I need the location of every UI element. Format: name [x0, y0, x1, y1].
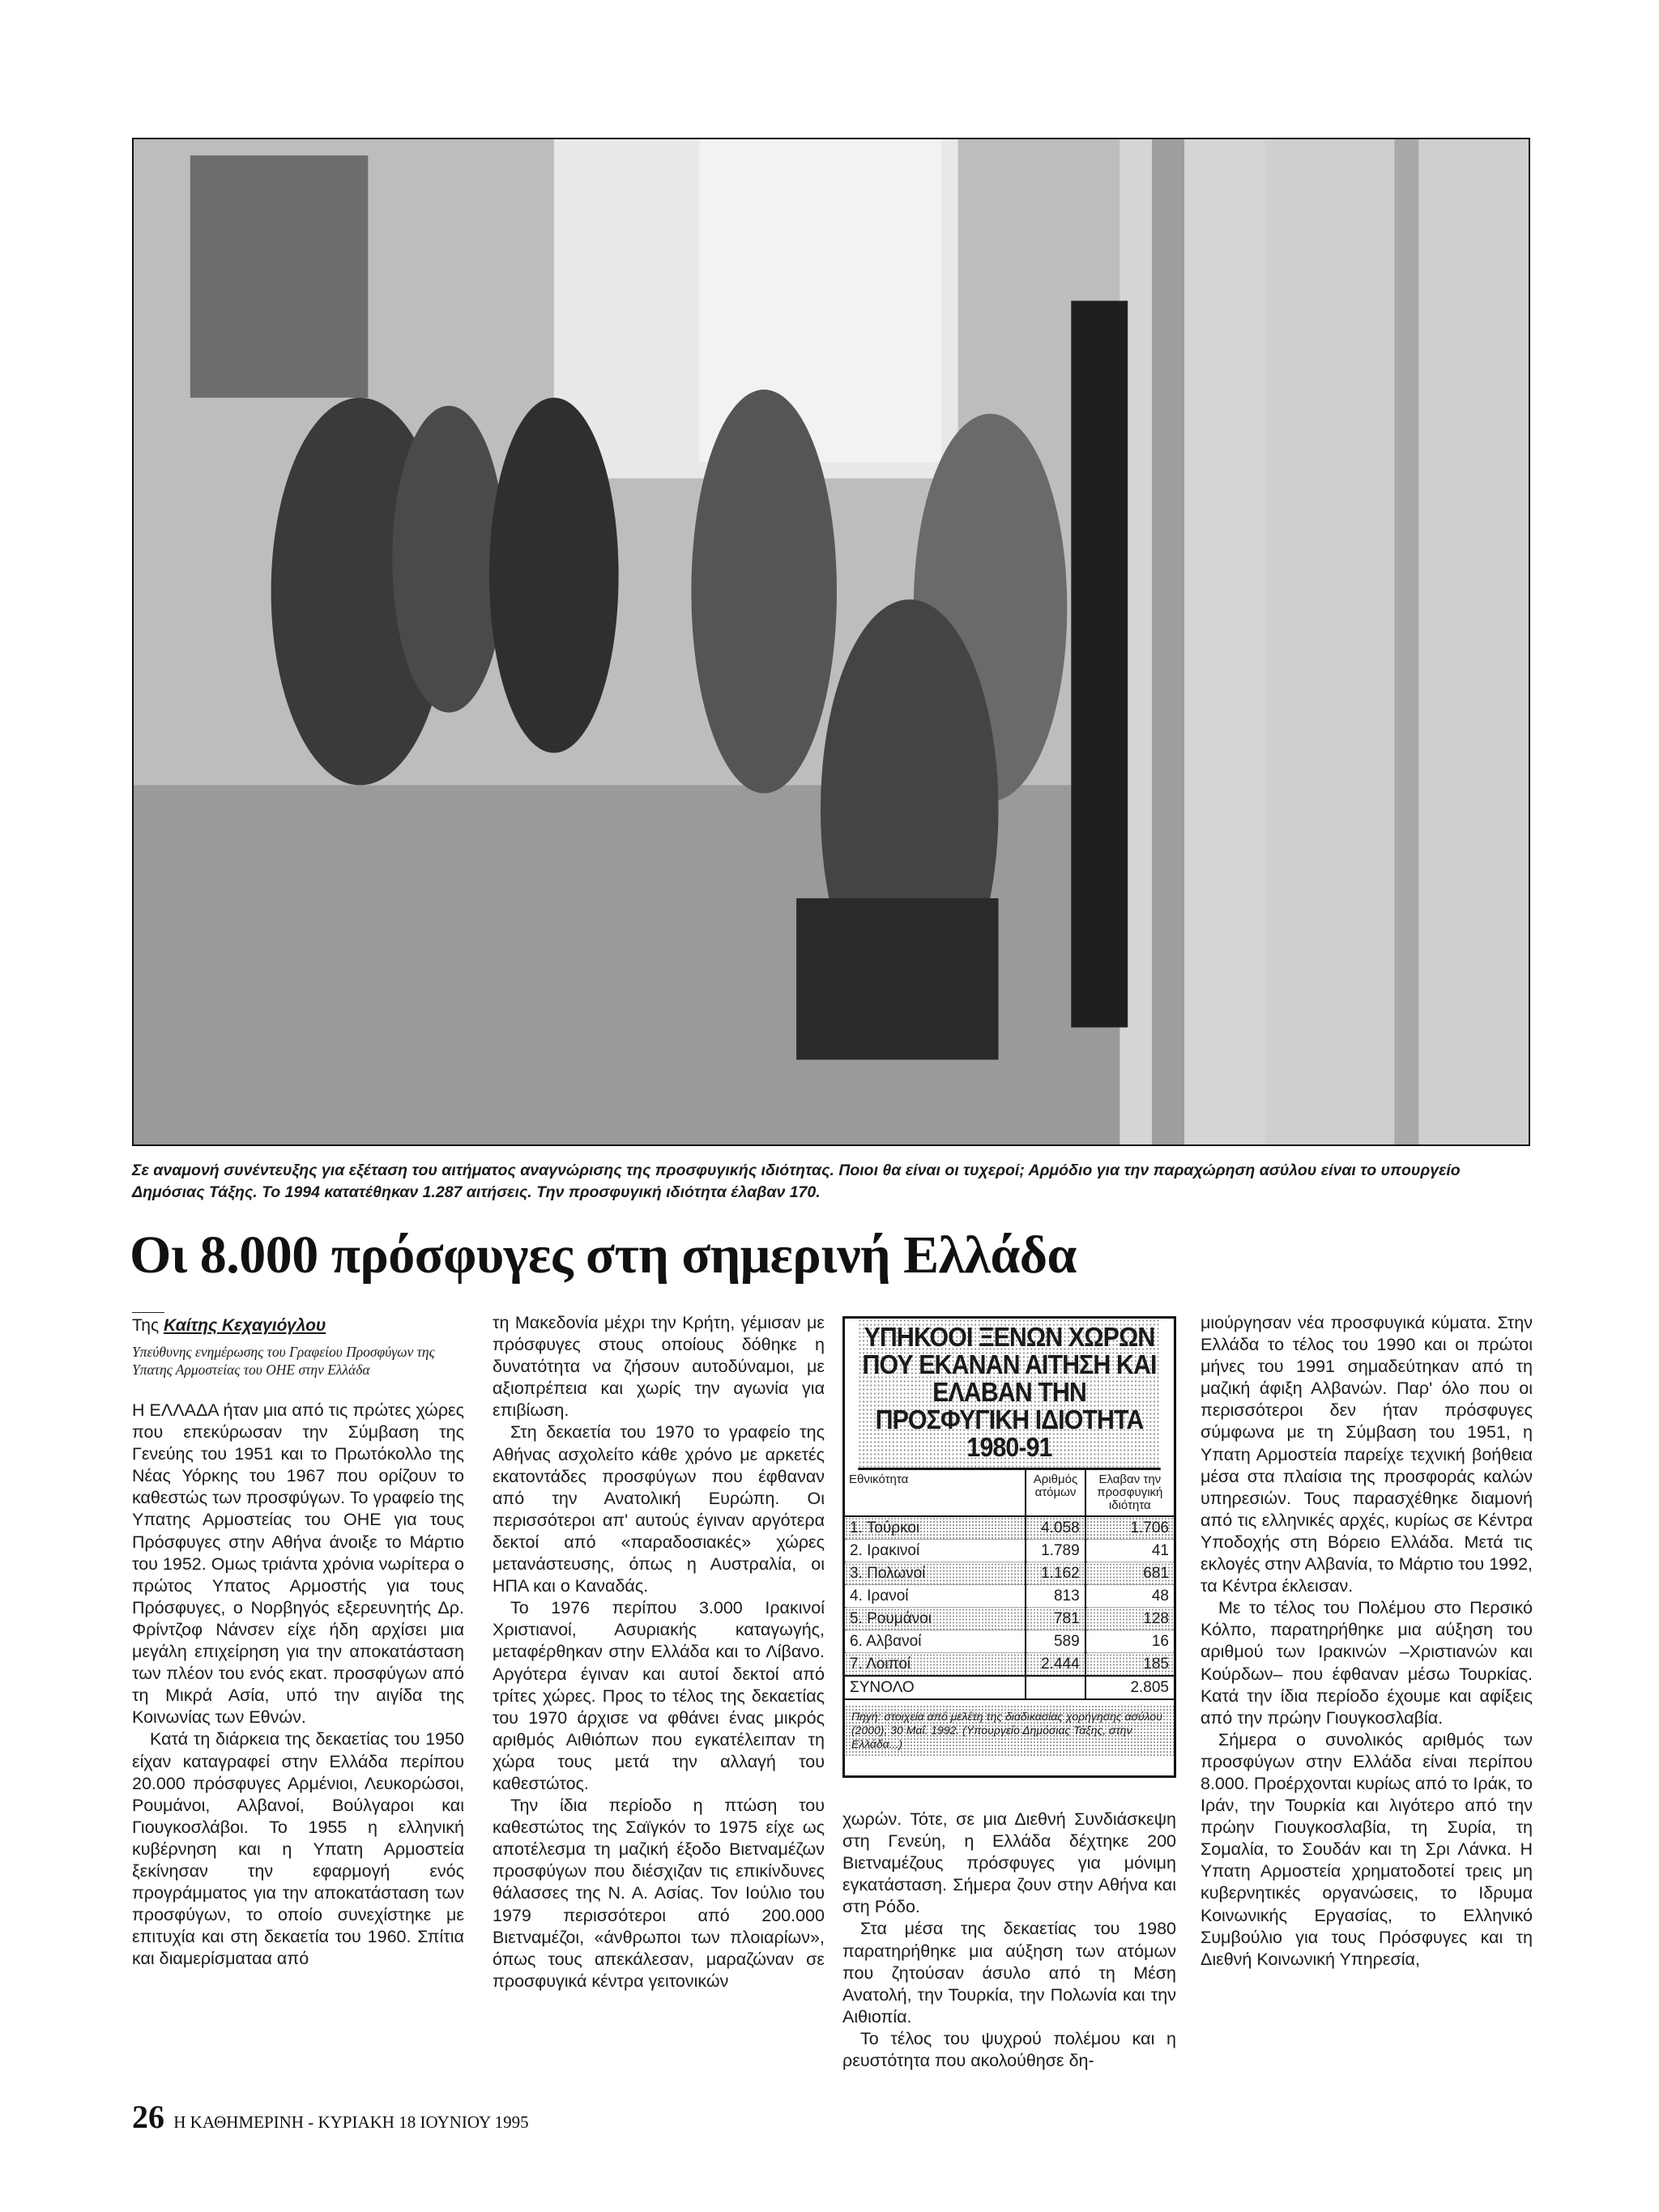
paragraph: Με το τέλος του Πολέμου στο Περσικό Κόλπο, παρατηρήθηκε μια αύξηση του αριθμού των Ιρακινών –Χριστιανών και Κούρδων– που έφθαναν μέσω Τουρκίας. Κατά την ίδια περίοδο έχουμε και αφίξεις από την πρώην Γιουγκοσλαβία.	[1201, 1598, 1533, 1728]
table-cell-name: 2. Ιρακινοί	[845, 1540, 1026, 1562]
table-cell-count: 1.789	[1026, 1540, 1085, 1562]
refugee-statistics-table	[842, 1316, 1176, 1778]
table-source-note: Πηγή: στοιχεία από μελέτη της διαδικασίας χορήγησης ασύλου (2000), 30 Μαΐ. 1992. (Υπουργείο Δημόσιας Τάξης, στην Ελλάδα...)	[845, 1705, 1174, 1756]
table-cell-granted: 681	[1085, 1562, 1174, 1585]
table-cell-granted: 41	[1085, 1540, 1174, 1562]
table-row	[845, 1585, 1174, 1608]
byline-prefix: Της	[132, 1316, 160, 1335]
table-total-value: 2.805	[1085, 1676, 1174, 1699]
table-cell-granted: 16	[1085, 1630, 1174, 1653]
page-footer	[132, 2098, 529, 2136]
table-cell-granted: 128	[1085, 1608, 1174, 1630]
table-header-count: Αριθμός ατόμων	[1026, 1470, 1085, 1516]
photo-caption: Σε αναμονή συνέντευξης για εξέταση του αιτήματος αναγνώρισης της προσφυγικής ιδιότητας. Ποιοι θα είναι οι τυχεροί; Αρμόδιο για την παραχώρηση ασύλου είναι το υπουργείο Δημόσιας Τάξης. Το 1994 κατατέθηκαν 1.287 αιτήσεις. Την προσφυγική ιδιότητα έλαβαν 170.	[132, 1161, 1461, 1201]
byline-rule	[132, 1312, 164, 1313]
article-column-4	[1201, 1312, 1533, 1971]
paragraph: μιούργησαν νέα προσφυγικά κύματα. Στην Ελλάδα το τέλος του 1990 και οι πρώτοι μήνες του 1991 σημαδεύτηκαν από τη μαζική άφιξη Αλβανών. Παρ' όλο που οι περισσότεροι δεν ήταν πρόσφυγες σύμφωνα με τη Σύμβαση του 1951, η Υπατη Αρμοστεία παρείχε τεχνική βοήθεια μέσα στα πλαίσια της προσφοράς καλών υπηρεσιών. Τους παρασχέθηκε διαμονή από τις ελληνικές αρχές, κυρίως σε Κέντρα Υποδοχής στη Βόρειο Ελλάδα. Μετά τις εκλογές στην Αλβανία, το Μάρτιο του 1992, τα Κέντρα έκλεισαν.	[1201, 1313, 1533, 1596]
table-total-label: ΣΥΝΟΛΟ	[845, 1676, 1026, 1699]
paragraph: Σήμερα ο συνολικός αριθμός των προσφύγων στην Ελλάδα είναι περίπου 8.000. Προέρχονται κυρίως από το Ιράκ, το Ιράν, την Τουρκία και λιγότερο από την πρώην Γιουγκοσλαβία, τη Συρία, τη Σομαλία, το Σουδάν και τη Σρι Λάνκα. Η Υπατη Αρμοστεία χρηματοδοτεί τρεις μη κυβερνητικές οργανώσεις, το Ιδρυμα Κοινωνικής Εργασίας, το Ελληνικό Συμβούλιο για τους Πρόσφυγες και τη Διεθνή Κοινωνική Υπηρεσία,	[1201, 1729, 1533, 1969]
table-cell-granted: 1.706	[1085, 1516, 1174, 1540]
table-grid	[845, 1470, 1174, 1700]
table-row	[845, 1562, 1174, 1585]
table-cell-count: 589	[1026, 1630, 1085, 1653]
paragraph: Κατά τη διάρκεια της δεκαετίας του 1950 είχαν καταγραφεί στην Ελλάδα περίπου 20.000 πρόσφυγες Αρμένιοι, Λευκορώσοι, Ρουμάνοι, Αλβανοί, Βούλγαροι και Γιουγκοσλάβοι. Το 1955 η ελληνική κυβέρνηση και η Υπατη Αρμοστεία ξεκίνησαν την εφαρμογή ενός προγράμματος για την αποκατάσταση των προσφύγων, το οποίο συνεχίστηκε με επιτυχία και στη δεκαετία του 1960. Σπίτια και διαμερίσματαα από	[132, 1729, 464, 1969]
table-cell-name: 7. Λοιποί	[845, 1653, 1026, 1677]
author-name: Καίτης Κεχαγιόγλου	[163, 1316, 326, 1335]
table-cell-granted: 48	[1085, 1585, 1174, 1608]
table-cell-name: 5. Ρουμάνοι	[845, 1608, 1026, 1630]
table-cell-count: 4.058	[1026, 1516, 1085, 1540]
article-column-3	[842, 1809, 1176, 2072]
table-row	[845, 1540, 1174, 1562]
table-cell-count: 1.162	[1026, 1562, 1085, 1585]
table-cell-name: 3. Πολωνοί	[845, 1562, 1026, 1585]
article-column-2	[493, 1312, 825, 1993]
table-cell-count: 2.444	[1026, 1653, 1085, 1677]
page-number: 26	[132, 2099, 164, 2135]
article-column-1	[132, 1312, 464, 1970]
paragraph: Το τέλος του ψυχρού πολέμου και η ρευστότητα που ακολούθησε δη-	[842, 2028, 1176, 2071]
publication-line: Η ΚΑΘΗΜΕΡΙΝΗ - ΚΥΡΙΑΚΗ 18 ΙΟΥΝΙΟΥ 1995	[173, 2112, 529, 2132]
paragraph: χωρών. Τότε, σε μια Διεθνή Συνδιάσκεψη στη Γενεύη, η Ελλάδα δέχτηκε 200 Βιετναμέζους πρόσφυγες για μόνιμη εγκατάσταση. Σήμερα ζουν στην Αθήνα και στη Ρόδο.	[842, 1809, 1176, 1917]
paragraph: Το 1976 περίπου 3.000 Ιρακινοί Χριστιανοί, Ασυριακής καταγωγής, μεταφέρθηκαν στην Ελλάδα και το Λίβανο. Αργότερα έγιναν και αυτοί δεκτοί από τρίτες χώρες. Προς το τέλος της δεκαετίας του 1970 άρχισε να φθάνει ένας μικρός αριθμός Αιθιόπων που εγκατέλειπαν τη χώρα τους μετά την αλλαγή του καθεστώτος.	[493, 1598, 825, 1793]
table-total-row	[845, 1676, 1174, 1699]
table-cell-count: 813	[1026, 1585, 1085, 1608]
paragraph: τη Μακεδονία μέχρι την Κρήτη, γέμισαν με πρόσφυγες στους οποίους δόθηκε η δυνατότητα να ζήσουν αυτοδύναμοι, με αξιοπρέπεια και χωρίς την αγωνία για επιβίωση.	[493, 1313, 825, 1421]
table-total-empty	[1026, 1676, 1085, 1699]
paragraph: Την ίδια περίοδο η πτώση του καθεστώτος της Σαϊγκόν το 1975 είχε ως αποτέλεσμα τη μαζική έξοδο Βιετναμέζων προσφύγων που διέσχιζαν τις επικίνδυνες θάλασσες της Ν. Α. Ασίας. Τον Ιούλιο του 1979 περισσότεροι από 200.000 Βιετναμέζοι, «άνθρωποι των πλοιαρίων», όπως τους απεκάλεσαν, μαραζώναν σε προσφυγικά κέντρα γειτονικών	[493, 1796, 825, 1991]
table-header-granted: Ελαβαν την προσφυγική ιδιότητα	[1085, 1470, 1174, 1516]
table-row	[845, 1630, 1174, 1653]
author-role: Υπεύθυνης ενημέρωσης του Γραφείου Προσφύγων της Υπατης Αρμοστείας του ΟΗΕ στην Ελλάδα	[132, 1344, 435, 1378]
table-cell-name: 1. Τούρκοι	[845, 1516, 1026, 1540]
paragraph: Στη δεκαετία του 1970 το γραφείο της Αθήνας ασχολείτο κάθε χρόνο με αρκετές εκατοντάδες προσφύγων που έφθαναν από την Ανατολική Ευρώπη. Οι περισσότεροι απ' αυτούς έγιναν αργότερα δεκτοί από «παραδοσιακές» χώρες μετανάστευσης, όπως η Αυστραλία, οι ΗΠΑ και ο Καναδάς.	[493, 1422, 825, 1596]
paragraph: Στα μέσα της δεκαετίας του 1980 παρατηρήθηκε μια αύξηση των ατόμων που ζητούσαν άσυλο από τη Μέση Ανατολή, την Τουρκία, την Πολωνία και την Αιθιοπία.	[842, 1919, 1176, 2027]
table-cell-name: 6. Αλβανοί	[845, 1630, 1026, 1653]
table-header-nationality: Εθνικότητα	[845, 1470, 1026, 1516]
paragraph: Η ΕΛΛΑΔΑ ήταν μια από τις πρώτες χώρες που επεκύρωσαν την Σύμβαση της Γενεύης του 1951 και το Πρωτόκολλο της Νέας Υόρκης του 1967 που ορίζουν το καθεστώς των προσφύγων. Το γραφείο της Υπατης Αρμοστείας του ΟΗΕ για τους Πρόσφυγες στην Αθήνα άνοιξε το Μάρτιο του 1952. Ομως τριάντα χρόνια νωρίτερα ο πρώτος Υπατος Αρμοστής για τους Πρόσφυγες, ο Νορβηγός εξερευνητής Δρ. Φρίντζοφ Νάνσεν είχε ήδη αρχίσει μια μεγάλη επιχείρηση για την αποκατάσταση των πλέον του ενός εκατ. προσφύγων από τη Μικρά Ασία, υπό την αιγίδα της Κοινωνίας των Εθνών.	[132, 1400, 464, 1728]
table-cell-name: 4. Ιρανοί	[845, 1585, 1026, 1608]
table-row	[845, 1608, 1174, 1630]
article-headline: Οι 8.000 πρόσφυγες στη σημερινή Ελλάδα	[130, 1225, 1077, 1285]
table-row	[845, 1653, 1174, 1677]
waiting-room-photo	[134, 139, 1529, 1144]
table-title: ΥΠΗΚΟΟΙ ΞΕΝΩΝ ΧΩΡΩΝ ΠΟΥ ΕΚΑΝΑΝ ΑΙΤΗΣΗ ΚΑΙ ΕΛΑΒΑΝ ΤΗΝ ΠΡΟΣΦΥΓΙΚΗ ΙΔΙΟΤΗΤΑ 1980-91	[858, 1319, 1161, 1470]
table-cell-count: 781	[1026, 1608, 1085, 1630]
table-cell-granted: 185	[1085, 1653, 1174, 1677]
article-photo	[132, 138, 1530, 1146]
byline	[132, 1312, 464, 1336]
table-row	[845, 1516, 1174, 1540]
